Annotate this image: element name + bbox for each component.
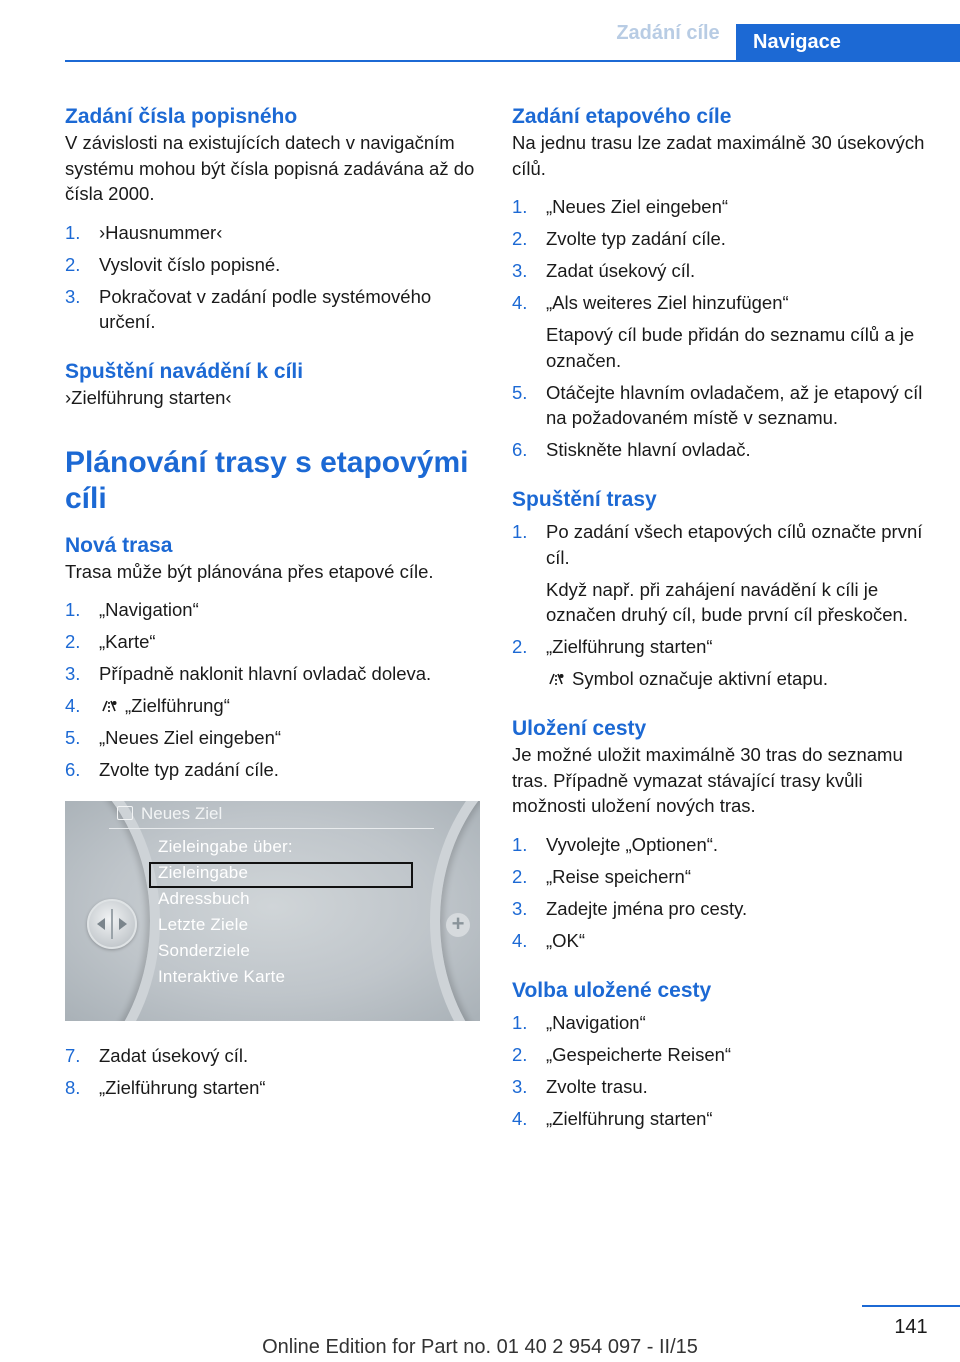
list-item xyxy=(512,194,930,220)
steps-list xyxy=(512,519,930,692)
list-item xyxy=(65,725,482,751)
list-item xyxy=(512,634,930,692)
breadcrumb[interactable]: Zadání cíle xyxy=(616,22,720,44)
step-number: 7. xyxy=(65,1044,81,1066)
list-item xyxy=(512,832,930,858)
step-text: Pokračovat v zadání podle systémového určení. xyxy=(99,285,432,332)
step-number: 2. xyxy=(65,253,81,275)
step-number: 2. xyxy=(512,228,528,249)
navigation-screen-image xyxy=(65,801,480,1021)
paragraph: Je možné uložit maximálně 30 tras do seznamu tras. Případně vymazat stávající trasy kvůli možnosti uložení nových tras. xyxy=(512,744,903,816)
screen-title xyxy=(117,804,222,824)
step-text: Zvolte trasu. xyxy=(546,1075,648,1097)
step-number: 3. xyxy=(512,897,528,919)
step-number: 5. xyxy=(512,381,528,403)
list-item xyxy=(512,1010,930,1036)
page-number: 141 xyxy=(894,1316,928,1338)
step-text: „Neues Ziel eingeben“ xyxy=(99,727,282,748)
list-item xyxy=(512,290,930,373)
section-heading: Spuštění trasy xyxy=(512,488,657,511)
step-number: 3. xyxy=(512,260,528,281)
step-text: Zvolte typ zadání cíle. xyxy=(546,228,726,249)
step-text: Zadejte jména pro cesty. xyxy=(546,897,748,919)
list-item xyxy=(512,380,930,431)
step-text: Otáčejte hlavním ovladačem, až je etapový cíl na požadovaném místě v seznamu. xyxy=(546,381,923,428)
section-heading: Spuštění navádění k cíli xyxy=(65,360,304,383)
step-text: Vyslovit číslo popisné. xyxy=(99,253,281,275)
paragraph: Na jednu trasu lze zadat maximálně 30 úsekových cílů. xyxy=(512,132,925,179)
step-number: 8. xyxy=(65,1076,81,1098)
step-text: Zadat úsekový cíl. xyxy=(546,260,696,281)
flag-icon xyxy=(117,806,133,820)
step-text: Zvolte typ zadání cíle. xyxy=(99,759,279,780)
list-item xyxy=(512,896,930,922)
zoom-plus-icon: + xyxy=(446,913,470,937)
step-text: „Reise speichern“ xyxy=(546,865,691,887)
step-text: „Zielführung starten“ xyxy=(99,1076,266,1098)
step-note-text: Symbol označuje aktivní etapu. xyxy=(572,668,829,689)
list-item xyxy=(512,437,930,463)
chapter-heading: Plánování trasy s etapovými cíli xyxy=(65,445,469,515)
step-text: „Navigation“ xyxy=(546,1011,646,1033)
step-text: „Zielführung starten“ xyxy=(546,636,713,657)
screen-title-text: Neues Ziel xyxy=(141,803,223,823)
step-number: 5. xyxy=(65,727,81,748)
route-icon xyxy=(99,699,119,713)
list-item xyxy=(65,757,482,783)
list-item xyxy=(512,1106,930,1132)
step-text: ›Hausnummer‹ xyxy=(99,221,223,243)
section-tab[interactable]: Navigace xyxy=(736,24,960,61)
step-text: „Zielführung“ xyxy=(125,695,230,716)
steps-list xyxy=(65,220,482,335)
menu-item-letzte-ziele[interactable]: Letzte Ziele xyxy=(158,914,249,934)
menu-item-zieleingabe[interactable]: Zieleingabe xyxy=(158,862,249,882)
section-heading: Uložení cesty xyxy=(512,717,647,740)
list-item xyxy=(65,1043,482,1069)
list-item xyxy=(512,1074,930,1100)
list-item xyxy=(65,597,482,623)
step-number: 2. xyxy=(512,865,528,887)
list-item xyxy=(65,220,482,246)
step-number: 4. xyxy=(512,1107,528,1129)
step-note: Etapový cíl bude přidán do seznamu cílů a je označen. xyxy=(546,324,915,371)
section-heading: Zadání čísla popisného xyxy=(65,105,298,128)
list-item xyxy=(512,519,930,628)
steps-list xyxy=(512,194,930,463)
step-number: 3. xyxy=(512,1075,528,1097)
section-heading: Nová trasa xyxy=(65,533,173,557)
steps-list xyxy=(512,832,930,954)
paragraph: ›Zielführung starten‹ xyxy=(65,387,232,408)
list-item xyxy=(512,864,930,890)
header-divider xyxy=(65,60,960,62)
step-number: 4. xyxy=(512,292,528,313)
step-text: Vyvolejte „Optionen“. xyxy=(546,833,719,855)
paragraph: V závislosti na existujících datech v navigačním systému mohou být čísla popisná zadávána až do čísla 2000. xyxy=(65,132,475,204)
step-note xyxy=(546,666,930,692)
step-number: 2. xyxy=(512,1043,528,1065)
screen-subtitle: Zieleingabe über: xyxy=(158,836,293,856)
steps-list xyxy=(65,597,482,783)
list-item xyxy=(65,252,482,278)
step-text: „Zielführung starten“ xyxy=(546,1107,713,1129)
list-item xyxy=(65,1075,482,1101)
step-text: Stiskněte hlavní ovladač. xyxy=(546,439,751,460)
step-text: Zadat úsekový cíl. xyxy=(99,1044,249,1066)
step-text: „Neues Ziel eingeben“ xyxy=(546,196,729,217)
route-icon xyxy=(546,672,566,686)
step-number: 2. xyxy=(512,636,528,657)
steps-list xyxy=(65,1043,482,1101)
list-item xyxy=(512,1042,930,1068)
step-number: 3. xyxy=(65,663,81,684)
footer-divider xyxy=(862,1305,960,1307)
right-column xyxy=(512,104,930,1138)
step-number: 1. xyxy=(512,521,528,542)
controller-knob-icon xyxy=(87,899,137,949)
step-number: 1. xyxy=(65,599,81,620)
step-text: „Karte“ xyxy=(99,631,156,652)
step-number: 1. xyxy=(512,196,528,217)
step-number: 1. xyxy=(512,1011,528,1033)
menu-item-sonderziele[interactable]: Sonderziele xyxy=(158,940,250,960)
step-text: „Gespeicherte Reisen“ xyxy=(546,1043,732,1065)
step-number: 3. xyxy=(65,285,81,307)
step-text: „Navigation“ xyxy=(99,599,199,620)
step-number: 4. xyxy=(512,929,528,951)
step-number: 1. xyxy=(512,833,528,855)
list-item xyxy=(65,629,482,655)
section-heading: Zadání etapového cíle xyxy=(512,105,732,128)
list-item xyxy=(512,258,930,284)
page-header xyxy=(0,0,960,62)
section-heading: Volba uložené cesty xyxy=(512,978,712,1002)
step-text: „Als weiteres Ziel hinzufügen“ xyxy=(546,292,789,313)
steps-list xyxy=(512,1010,930,1132)
list-item xyxy=(65,693,482,719)
list-item xyxy=(512,226,930,252)
step-number: 6. xyxy=(65,759,81,780)
step-number: 6. xyxy=(512,439,528,460)
list-item xyxy=(65,661,482,687)
menu-item-interaktive-karte[interactable]: Interaktive Karte xyxy=(158,966,286,986)
paragraph: Trasa může být plánována přes etapové cíle. xyxy=(65,560,434,582)
step-text: Po zadání všech etapových cílů označte první cíl. xyxy=(546,521,923,568)
menu-item-adressbuch[interactable]: Adressbuch xyxy=(158,888,250,908)
step-text: „OK“ xyxy=(546,929,586,951)
list-item xyxy=(512,928,930,954)
list-item xyxy=(65,284,482,335)
step-text: Případně naklonit hlavní ovladač doleva. xyxy=(99,663,432,684)
step-number: 4. xyxy=(65,695,81,716)
step-note: Když např. při zahájení navádění k cíli je označen druhý cíl, bude první cíl přeskočen. xyxy=(546,578,908,625)
step-number: 1. xyxy=(65,221,81,243)
left-column xyxy=(65,104,482,1107)
edition-note: Online Edition for Part no. 01 40 2 954 097 - II/15 xyxy=(262,1336,698,1358)
step-number: 2. xyxy=(65,631,81,652)
